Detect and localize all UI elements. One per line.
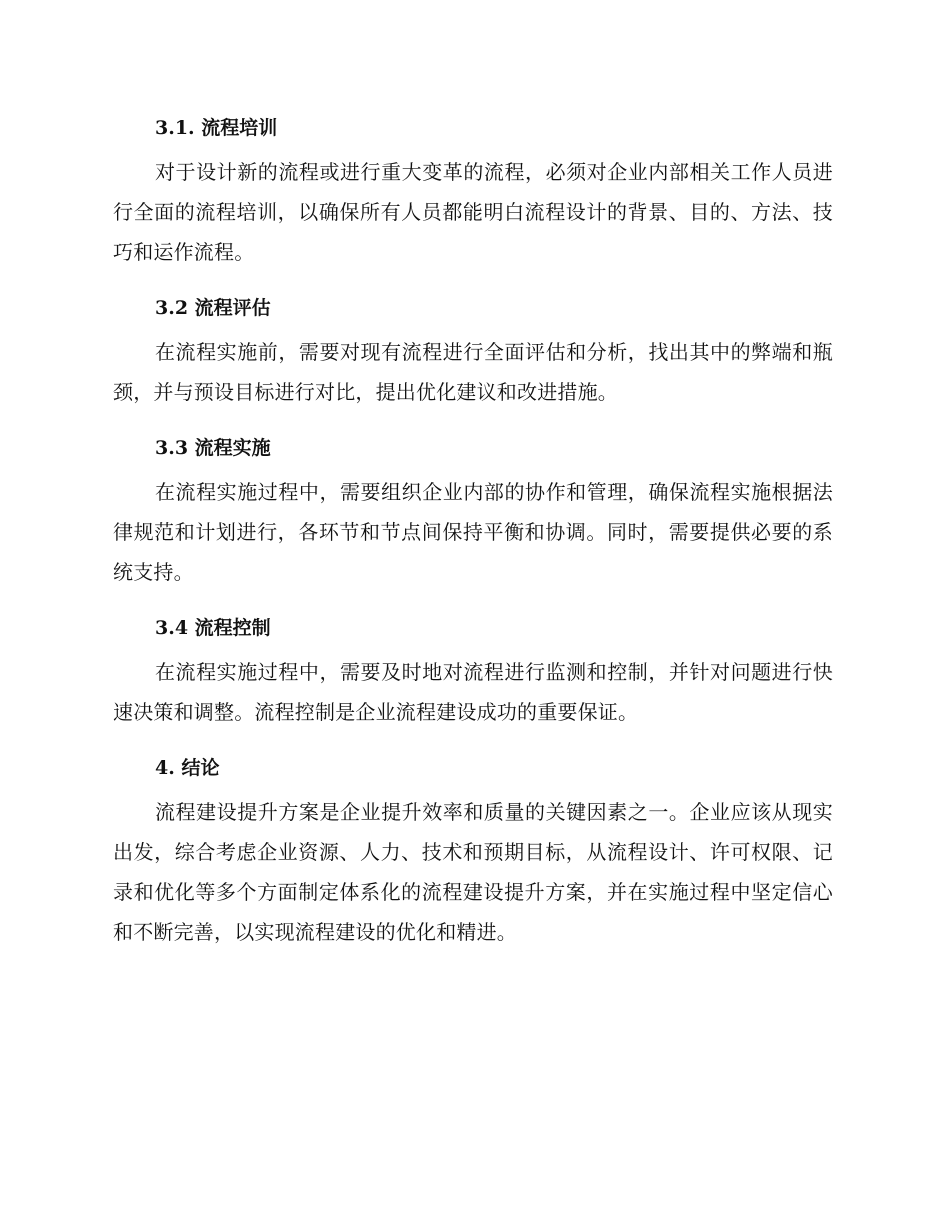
section-heading: 3.3 流程实施 xyxy=(155,437,271,459)
section-3-4 xyxy=(113,604,833,732)
section-paragraph: 流程建设提升方案是企业提升效率和质量的关键因素之一。企业应该从现实出发，综合考虑企业资源、人力、技术和预期目标，从流程设计、许可权限、记录和优化等多个方面制定体系化的流程建设提升方案，并在实施过程中坚定信心和不断完善，以实现流程建设的优化和精进。 xyxy=(113,800,833,944)
section-heading: 4. 结论 xyxy=(155,757,220,779)
section-3-3 xyxy=(113,424,833,592)
section-3-1 xyxy=(113,104,833,272)
section-4-conclusion xyxy=(113,744,833,952)
document-body xyxy=(113,104,833,964)
section-heading: 3.4 流程控制 xyxy=(155,617,271,639)
section-heading: 3.2 流程评估 xyxy=(155,297,271,319)
section-heading: 3.1. 流程培训 xyxy=(155,117,278,139)
section-3-2 xyxy=(113,284,833,412)
section-paragraph: 在流程实施过程中，需要组织企业内部的协作和管理，确保流程实施根据法律规范和计划进行，各环节和节点间保持平衡和协调。同时，需要提供必要的系统支持。 xyxy=(113,480,833,584)
section-paragraph: 在流程实施前，需要对现有流程进行全面评估和分析，找出其中的弊端和瓶颈，并与预设目标进行对比，提出优化建议和改进措施。 xyxy=(113,340,833,404)
section-paragraph: 对于设计新的流程或进行重大变革的流程，必须对企业内部相关工作人员进行全面的流程培训，以确保所有人员都能明白流程设计的背景、目的、方法、技巧和运作流程。 xyxy=(113,160,833,264)
section-paragraph: 在流程实施过程中，需要及时地对流程进行监测和控制，并针对问题进行快速决策和调整。流程控制是企业流程建设成功的重要保证。 xyxy=(113,660,833,724)
